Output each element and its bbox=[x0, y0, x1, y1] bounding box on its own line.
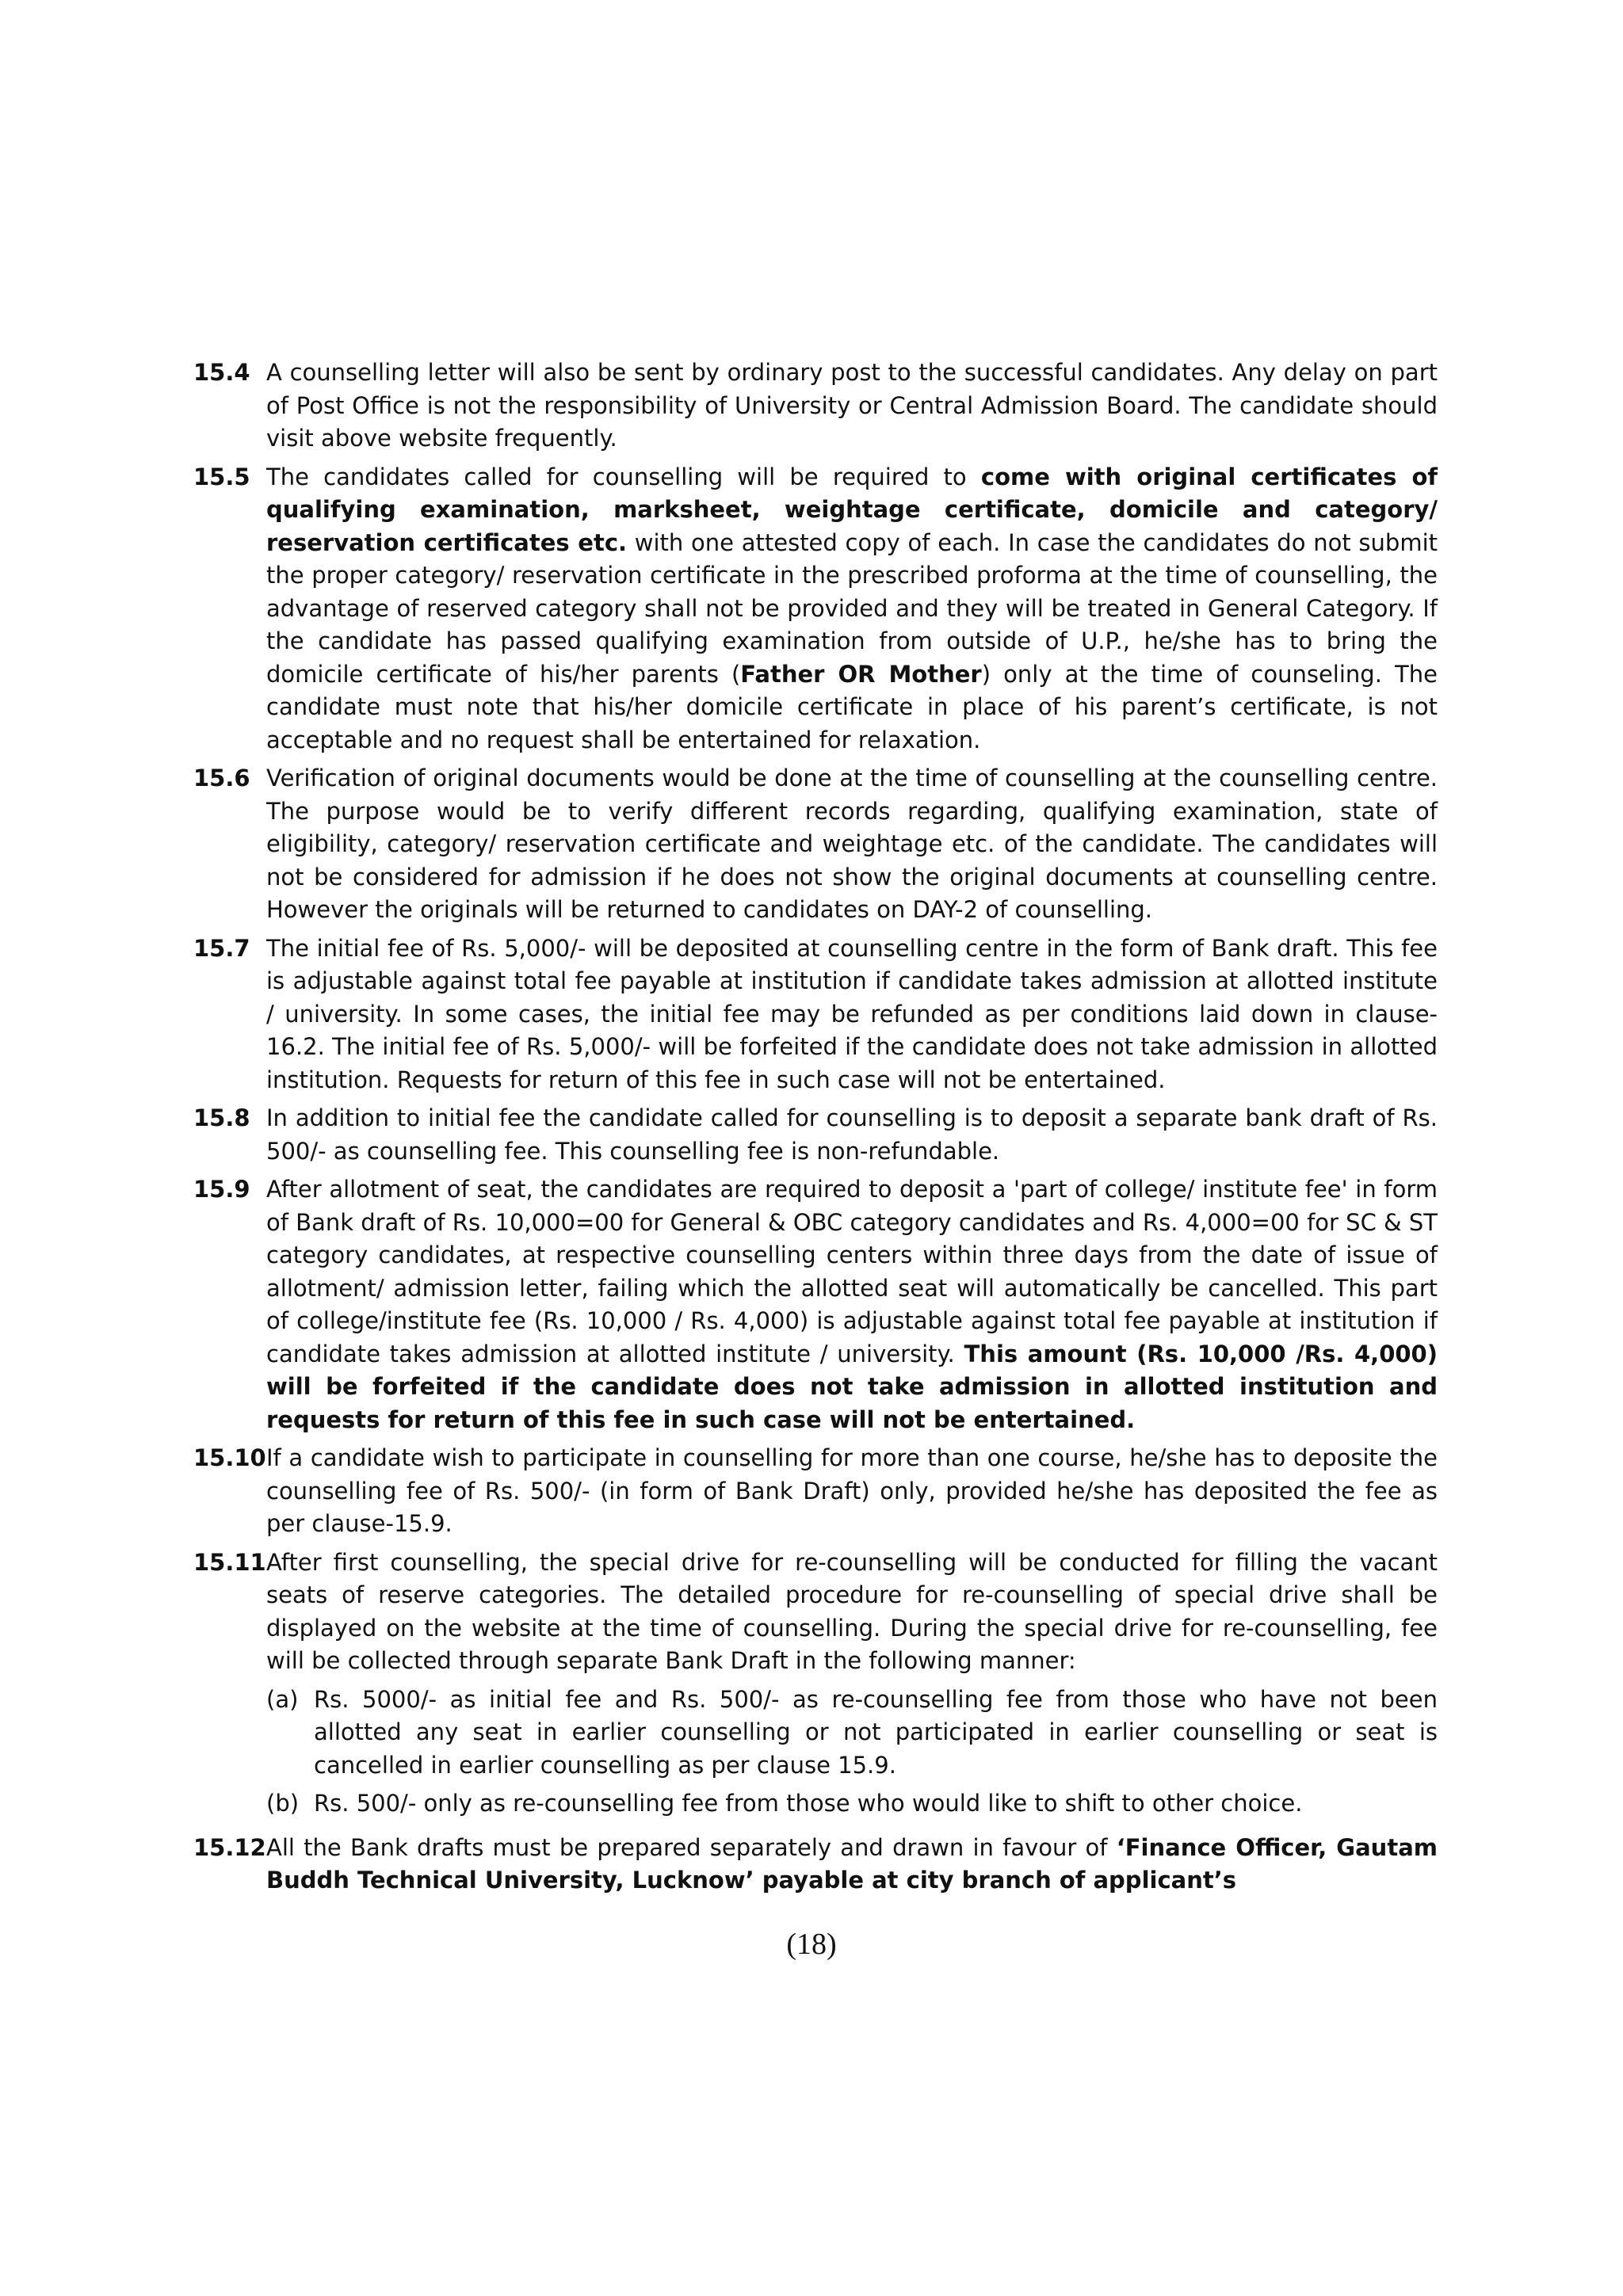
clause-15-9 bbox=[193, 1173, 1438, 1436]
sub-clause bbox=[266, 1684, 1438, 1783]
clause-number: 15.12 bbox=[193, 1833, 266, 1861]
clause-text-part: In addition to initial fee the candidate called for counselling is to deposit a separate bank draft of Rs. 500/- as counselling fee. This counselling fee is non-refundable. bbox=[266, 1104, 1438, 1165]
sub-clause-list bbox=[266, 1684, 1438, 1821]
clause-text bbox=[266, 1832, 1438, 1897]
clause-text-part: A counselling letter will also be sent by ordinary post to the successful candidates. Any delay on part of Post Office is not the responsibility of University or Central Admission Board. The candidate should visit above website frequently. bbox=[266, 359, 1438, 452]
clause-number: 15.9 bbox=[193, 1176, 250, 1203]
clause-text bbox=[266, 1173, 1438, 1436]
clause-text-part: The initial fee of Rs. 5,000/- will be deposited at counselling centre in the form of Bank draft. This fee is adjustable against total fee payable at institution if candidate takes admission at allotted institute / university. In some cases, the initial fee may be refunded as per conditions laid down in clause-16.2. The initial fee of Rs. 5,000/- will be forfeited if the candidate does not take admission in allotted institution. Requests for return of this fee in such case will not be entertained. bbox=[266, 934, 1438, 1093]
clause-text-part: The candidates called for counselling will be required to bbox=[266, 463, 981, 490]
sub-clause-label: (a) bbox=[266, 1685, 299, 1713]
sub-clause-text: Rs. 500/- only as re-counselling fee from those who would like to shift to other choice. bbox=[314, 1790, 1303, 1817]
clause-text bbox=[266, 1102, 1438, 1168]
clause-text-part: Verification of original documents would be done at the time of counselling at the counselling centre. The purpose would be to verify different records regarding, qualifying examination, state of eligibility, category/ reservation certificate and weightage etc. of the candidate. The candidates will not be considered for admission if he does not show the original documents at counselling centre. However the originals will be returned to candidates on DAY-2 of counselling. bbox=[266, 765, 1438, 923]
clause-text-part: ) only at the time of counseling. The candidate must note that his/her domicile certificate in place of his parent’s certificate, is not acceptable and no request shall be entertained for relaxation. bbox=[266, 660, 1438, 753]
clause-text bbox=[266, 1442, 1438, 1541]
clause-text-bold: This amount (Rs. 10,000 /Rs. 4,000) will be forfeited if the candidate does not take admission in allotted institution and requests for return of this fee in such case will not be entertained. bbox=[266, 1340, 1438, 1433]
clause-15-7 bbox=[193, 933, 1438, 1097]
clause-text-bold: Father OR Mother bbox=[740, 660, 982, 688]
clause-text-bold: ‘Finance Officer, Gautam Buddh Technical University, Lucknow’ payable at city branch of applicant’s bbox=[266, 1833, 1438, 1894]
clause-text-part: with one attested copy of each. In case the candidates do not submit the proper category/ reservation certificate in the prescribed proforma at the time of counselling, the advantage of reserved category shall not be provided and they will be treated in General Category. If the candidate has passed qualifying examination from outside of U.P., he/she has to bring the domicile certificate of his/her parents ( bbox=[266, 528, 1438, 688]
sub-clause-label: (b) bbox=[266, 1790, 300, 1817]
clause-15-5 bbox=[193, 461, 1438, 757]
clause-number: 15.7 bbox=[193, 934, 250, 962]
clause-15-11 bbox=[193, 1547, 1438, 1826]
clause-15-12 bbox=[193, 1832, 1438, 1897]
clause-number: 15.8 bbox=[193, 1104, 250, 1131]
clause-text bbox=[266, 461, 1438, 757]
clause-text bbox=[266, 762, 1438, 927]
clause-15-4 bbox=[193, 357, 1438, 456]
clause-number: 15.10 bbox=[193, 1444, 266, 1471]
clause-number: 15.11 bbox=[193, 1548, 266, 1576]
sub-clause-text: Rs. 5000/- as initial fee and Rs. 500/- as re-counselling fee from those who have not been allotted any seat in earlier counselling or not participated in earlier counselling or seat is cancelled in earlier counselling as per clause 15.9. bbox=[314, 1685, 1438, 1779]
clause-text-part: After allotment of seat, the candidates are required to deposit a 'part of college/ institute fee' in form of Bank draft of Rs. 10,000=00 for General & OBC category candidates and Rs. 4,000=00 for SC & ST category candidates, at respective counselling centers within three days from the date of issue of allotment/ admission letter, failing which the allotted seat will automatically be cancelled. This part of college/institute fee (Rs. 10,000 / Rs. 4,000) is adjustable against total fee payable at institution if candidate takes admission at allotted institute / university. bbox=[266, 1176, 1438, 1367]
clause-number: 15.5 bbox=[193, 463, 250, 490]
clause-text-bold: come with original certificates of qualifying examination, marksheet, weightage certificate, domicile and category/ reservation certificates etc. bbox=[266, 463, 1438, 556]
clause-15-6 bbox=[193, 762, 1438, 927]
clause-text-part: After first counselling, the special drive for re-counselling will be conducted for filling the vacant seats of reserve categories. The detailed procedure for re-counselling of special drive shall be displayed on the website at the time of counselling. During the special drive for re-counselling, fee will be collected through separate Bank Draft in the following manner: bbox=[266, 1548, 1438, 1674]
clause-text-part: If a candidate wish to participate in counselling for more than one course, he/she has to deposite the counselling fee of Rs. 500/- (in form of Bank Draft) only, provided he/she has deposited the fee as per clause-15.9. bbox=[266, 1444, 1438, 1537]
clause-text bbox=[266, 933, 1438, 1097]
sub-clause bbox=[266, 1787, 1438, 1821]
clause-text-part: All the Bank drafts must be prepared separately and drawn in favour of bbox=[266, 1833, 1117, 1861]
clause-number: 15.6 bbox=[193, 765, 250, 791]
clause-15-10 bbox=[193, 1442, 1438, 1541]
clause-number: 15.4 bbox=[193, 359, 250, 386]
clause-text bbox=[266, 1547, 1438, 1826]
page-number: (18) bbox=[786, 1928, 837, 1961]
document-body bbox=[193, 357, 1438, 1903]
clause-15-8 bbox=[193, 1102, 1438, 1168]
clause-text bbox=[266, 357, 1438, 456]
